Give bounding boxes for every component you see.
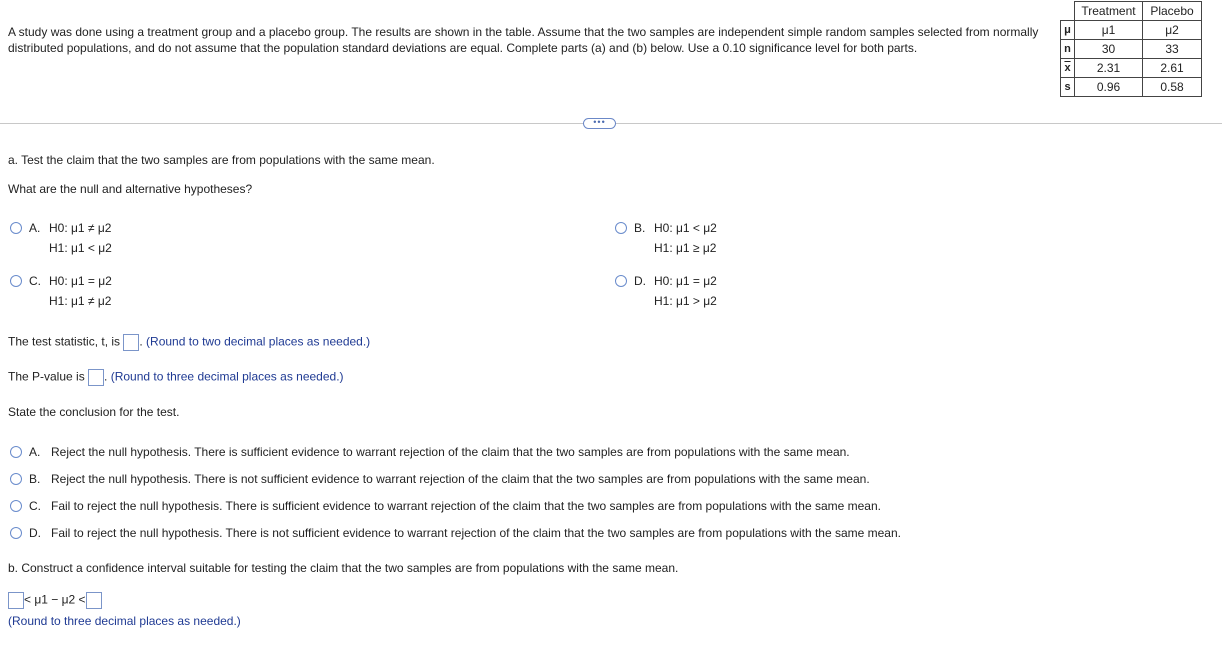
hypothesis-option-d[interactable]	[615, 274, 717, 311]
cell-placebo-mu: μ2	[1143, 21, 1202, 40]
row-label-n: n	[1061, 40, 1075, 59]
option-letter: D.	[29, 526, 41, 540]
conclusion-text: Fail to reject the null hypothesis. There is sufficient evidence to warrant rejection of the claim that the two samples are from populations with the same mean.	[51, 499, 881, 513]
problem-statement: A study was done using a treatment group and a placebo group. The results are shown in the table. Assume that the two samples are independent simple random samples selected from normally distributed populations, and do not assume that the population standard deviations are equal. Complete parts (a) and (b) below. Use a 0.10 significance level for both parts.	[8, 25, 1039, 55]
test-statistic-line: The test statistic, t, is . (Round to two decimal places as needed.)	[8, 334, 370, 351]
option-letter: A.	[29, 445, 41, 459]
null-hypothesis: H0: μ1 = μ2	[49, 274, 112, 288]
alternative-hypothesis: H1: μ1 > μ2	[654, 294, 717, 308]
test-statistic-input[interactable]	[123, 334, 139, 351]
cell-placebo-n: 33	[1143, 40, 1202, 59]
hypothesis-option-b[interactable]	[615, 221, 717, 258]
cell-treatment-xbar: 2.31	[1075, 59, 1143, 78]
table-header-placebo: Placebo	[1143, 2, 1202, 21]
hypothesis-pair	[654, 271, 717, 311]
pvalue-hint: (Round to three decimal places as needed.)	[110, 369, 344, 384]
ci-upper-input[interactable]	[86, 592, 102, 609]
cell-placebo-s: 0.58	[1143, 78, 1202, 97]
conclusion-label: State the conclusion for the test.	[8, 405, 180, 419]
alternative-hypothesis: H1: μ1 ≠ μ2	[49, 294, 112, 308]
table-header-treatment: Treatment	[1075, 2, 1143, 21]
table-corner	[1061, 2, 1075, 21]
radio-button[interactable]	[615, 275, 627, 287]
table-row	[1061, 40, 1202, 59]
radio-button[interactable]	[10, 446, 22, 458]
conclusion-option-c[interactable]	[10, 499, 881, 513]
pvalue-line: The P-value is . (Round to three decimal places as needed.)	[8, 369, 344, 386]
conclusion-text: Reject the null hypothesis. There is sufficient evidence to warrant rejection of the claim that the two samples are from populations with the same mean.	[51, 445, 850, 459]
hypotheses-question: What are the null and alternative hypotheses?	[8, 182, 253, 196]
hypothesis-pair	[49, 218, 112, 258]
alternative-hypothesis: H1: μ1 < μ2	[49, 241, 112, 255]
test-statistic-hint: (Round to two decimal places as needed.)	[146, 334, 371, 349]
null-hypothesis: H0: μ1 = μ2	[654, 274, 717, 288]
ci-hint: (Round to three decimal places as needed.)	[8, 614, 241, 628]
radio-button[interactable]	[10, 473, 22, 485]
table-row	[1061, 21, 1202, 40]
conclusion-option-a[interactable]	[10, 445, 850, 459]
alternative-hypothesis: H1: μ1 ≥ μ2	[654, 241, 717, 255]
cell-placebo-xbar: 2.61	[1143, 59, 1202, 78]
option-letter: A.	[29, 221, 41, 235]
option-letter: C.	[29, 499, 41, 513]
radio-button[interactable]	[10, 275, 22, 287]
null-hypothesis: H0: μ1 < μ2	[654, 221, 717, 235]
option-letter: B.	[634, 221, 646, 235]
option-letter: D.	[634, 274, 646, 288]
part-a-prompt: a. Test the claim that the two samples are from populations with the same mean.	[8, 153, 435, 167]
data-table	[1060, 1, 1202, 97]
conclusion-text: Fail to reject the null hypothesis. There is not sufficient evidence to warrant rejection of the claim that the two samples are from populations with the same mean.	[51, 526, 901, 540]
row-label-s: s	[1061, 78, 1075, 97]
cell-treatment-n: 30	[1075, 40, 1143, 59]
hypothesis-option-a[interactable]	[10, 221, 112, 258]
hypothesis-option-c[interactable]	[10, 274, 112, 311]
table-row	[1061, 59, 1202, 78]
confidence-interval-line	[8, 592, 102, 609]
hypothesis-pair	[49, 271, 112, 311]
cell-treatment-mu: μ1	[1075, 21, 1143, 40]
hypothesis-pair	[654, 218, 717, 258]
row-label-mu: μ	[1061, 21, 1075, 40]
conclusion-option-b[interactable]	[10, 472, 870, 486]
part-b-prompt: b. Construct a confidence interval suitable for testing the claim that the two samples are from populations with the same mean.	[8, 561, 679, 575]
ci-lower-input[interactable]	[8, 592, 24, 609]
table-row	[1061, 78, 1202, 97]
conclusion-option-d[interactable]	[10, 526, 901, 540]
ci-middle-text: < μ1 − μ2 <	[24, 592, 86, 607]
pvalue-label: The P-value is	[8, 369, 85, 384]
cell-treatment-s: 0.96	[1075, 78, 1143, 97]
radio-button[interactable]	[10, 527, 22, 539]
option-letter: B.	[29, 472, 41, 486]
test-statistic-label: The test statistic, t, is	[8, 334, 121, 349]
option-letter: C.	[29, 274, 41, 288]
radio-button[interactable]	[10, 222, 22, 234]
pvalue-input[interactable]	[88, 369, 104, 386]
row-label-xbar: $\overline{x}$	[1061, 59, 1075, 78]
conclusion-text: Reject the null hypothesis. There is not sufficient evidence to warrant rejection of the claim that the two samples are from populations with the same mean.	[51, 472, 870, 486]
expand-button[interactable]: •••	[583, 118, 616, 129]
radio-button[interactable]	[10, 500, 22, 512]
radio-button[interactable]	[615, 222, 627, 234]
null-hypothesis: H0: μ1 ≠ μ2	[49, 221, 112, 235]
